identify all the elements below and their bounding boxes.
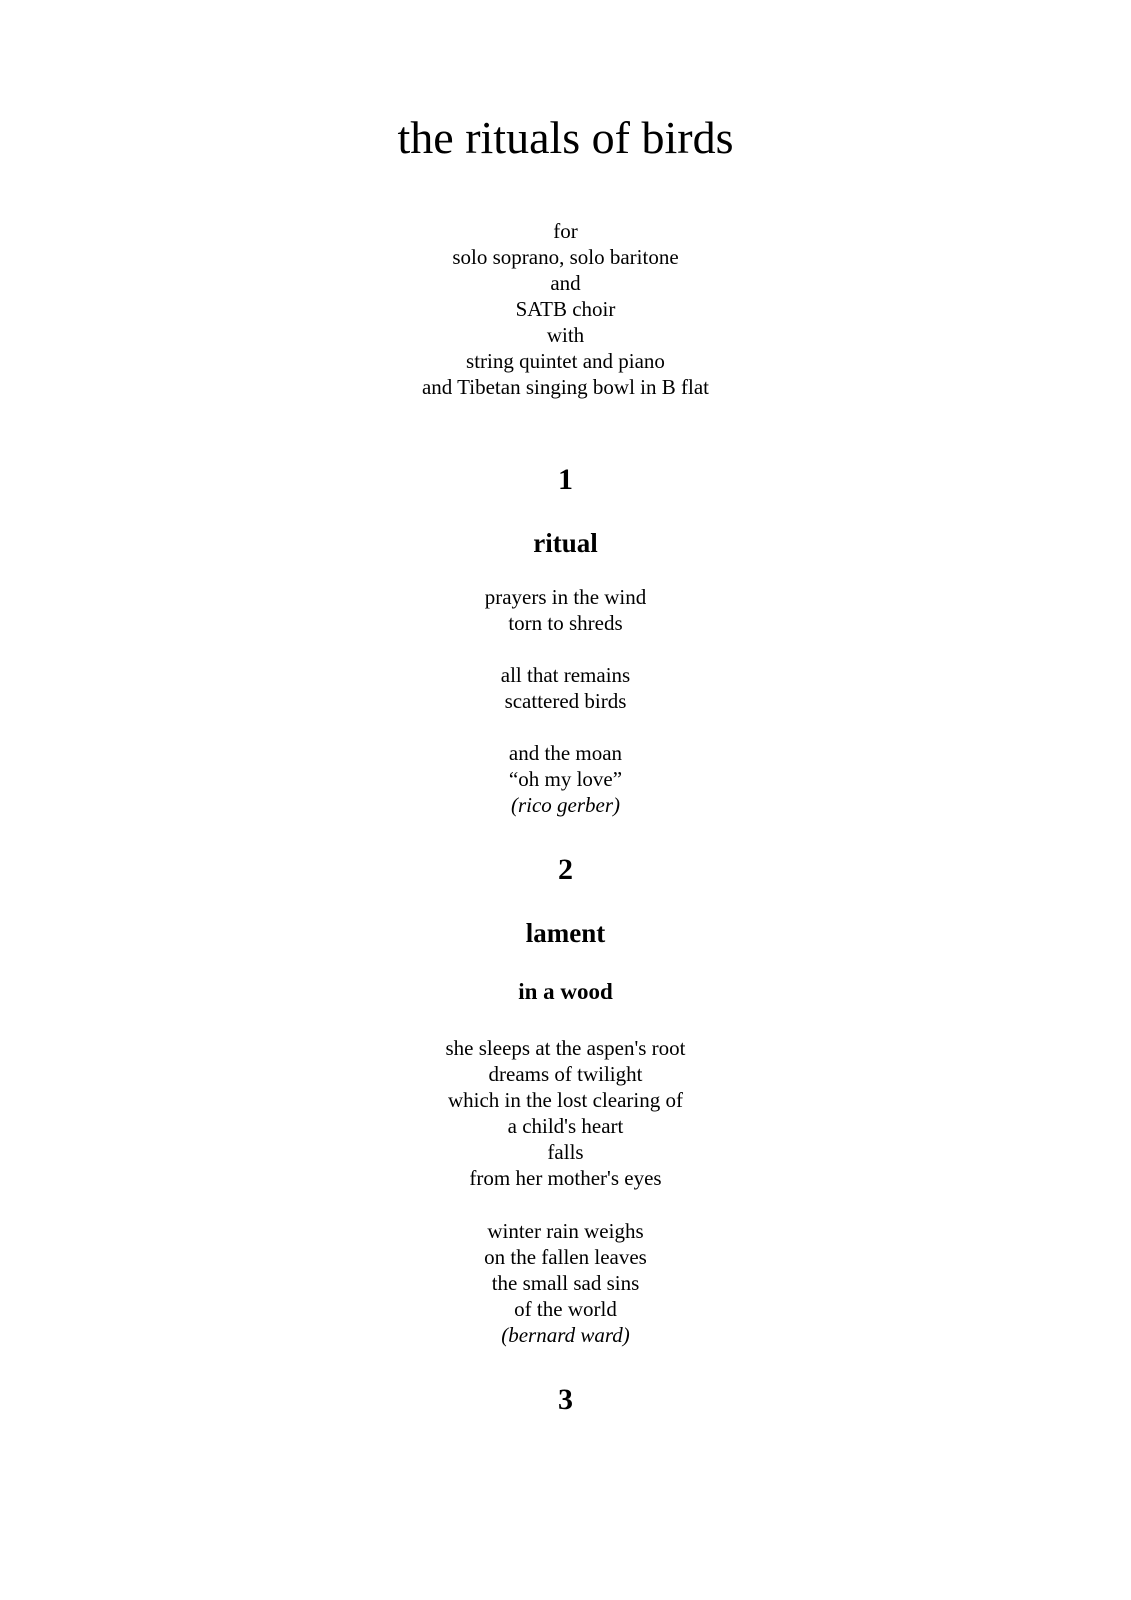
poem-line: on the fallen leaves [484,1245,647,1269]
instrumentation-line: and Tibetan singing bowl in B flat [421,375,709,399]
movement-number: 3 [558,1383,573,1416]
poem-line: dreams of twilight [488,1062,643,1086]
instrumentation-line: with [546,323,585,347]
poem-line: a child's heart [507,1114,624,1138]
poem-line: all that remains [500,663,631,687]
instrumentation-line: for [553,219,578,243]
instrumentation-line: and [550,271,581,295]
poem-line: from her mother's eyes [469,1166,662,1190]
poem-line: winter rain weighs [487,1219,644,1243]
poem-stanza [0,584,1131,636]
page-title: the rituals of birds [397,112,734,163]
poem-line: which in the lost clearing of [447,1088,684,1112]
poem-stanza [0,1218,1131,1348]
movement-number: 1 [558,463,573,496]
poem-line: torn to shreds [508,611,623,635]
poem-line: of the world [514,1297,617,1321]
movement-number: 2 [558,853,573,886]
poem-line: falls [547,1140,584,1164]
poem-line: the small sad sins [491,1271,640,1295]
poem-author: (bernard ward) [501,1323,630,1347]
poem-line: scattered birds [504,689,627,713]
movement-title: ritual [533,528,598,558]
poem-stanza [0,662,1131,714]
poem-line: she sleeps at the aspen's root [445,1036,686,1060]
poem-line: and the moan [508,741,623,765]
instrumentation-line: string quintet and piano [466,349,665,373]
poem-line: prayers in the wind [484,585,647,609]
instrumentation [0,218,1131,400]
poem-stanza [0,1035,1131,1191]
poem-line: “oh my love” [508,767,623,791]
instrumentation-line: solo soprano, solo baritone [452,245,679,269]
poem-author: (rico gerber) [510,793,621,817]
movement-title: lament [525,918,606,948]
poem-stanza [0,740,1131,818]
movement-subtitle: in a wood [518,979,613,1004]
instrumentation-line: SATB choir [515,297,616,321]
